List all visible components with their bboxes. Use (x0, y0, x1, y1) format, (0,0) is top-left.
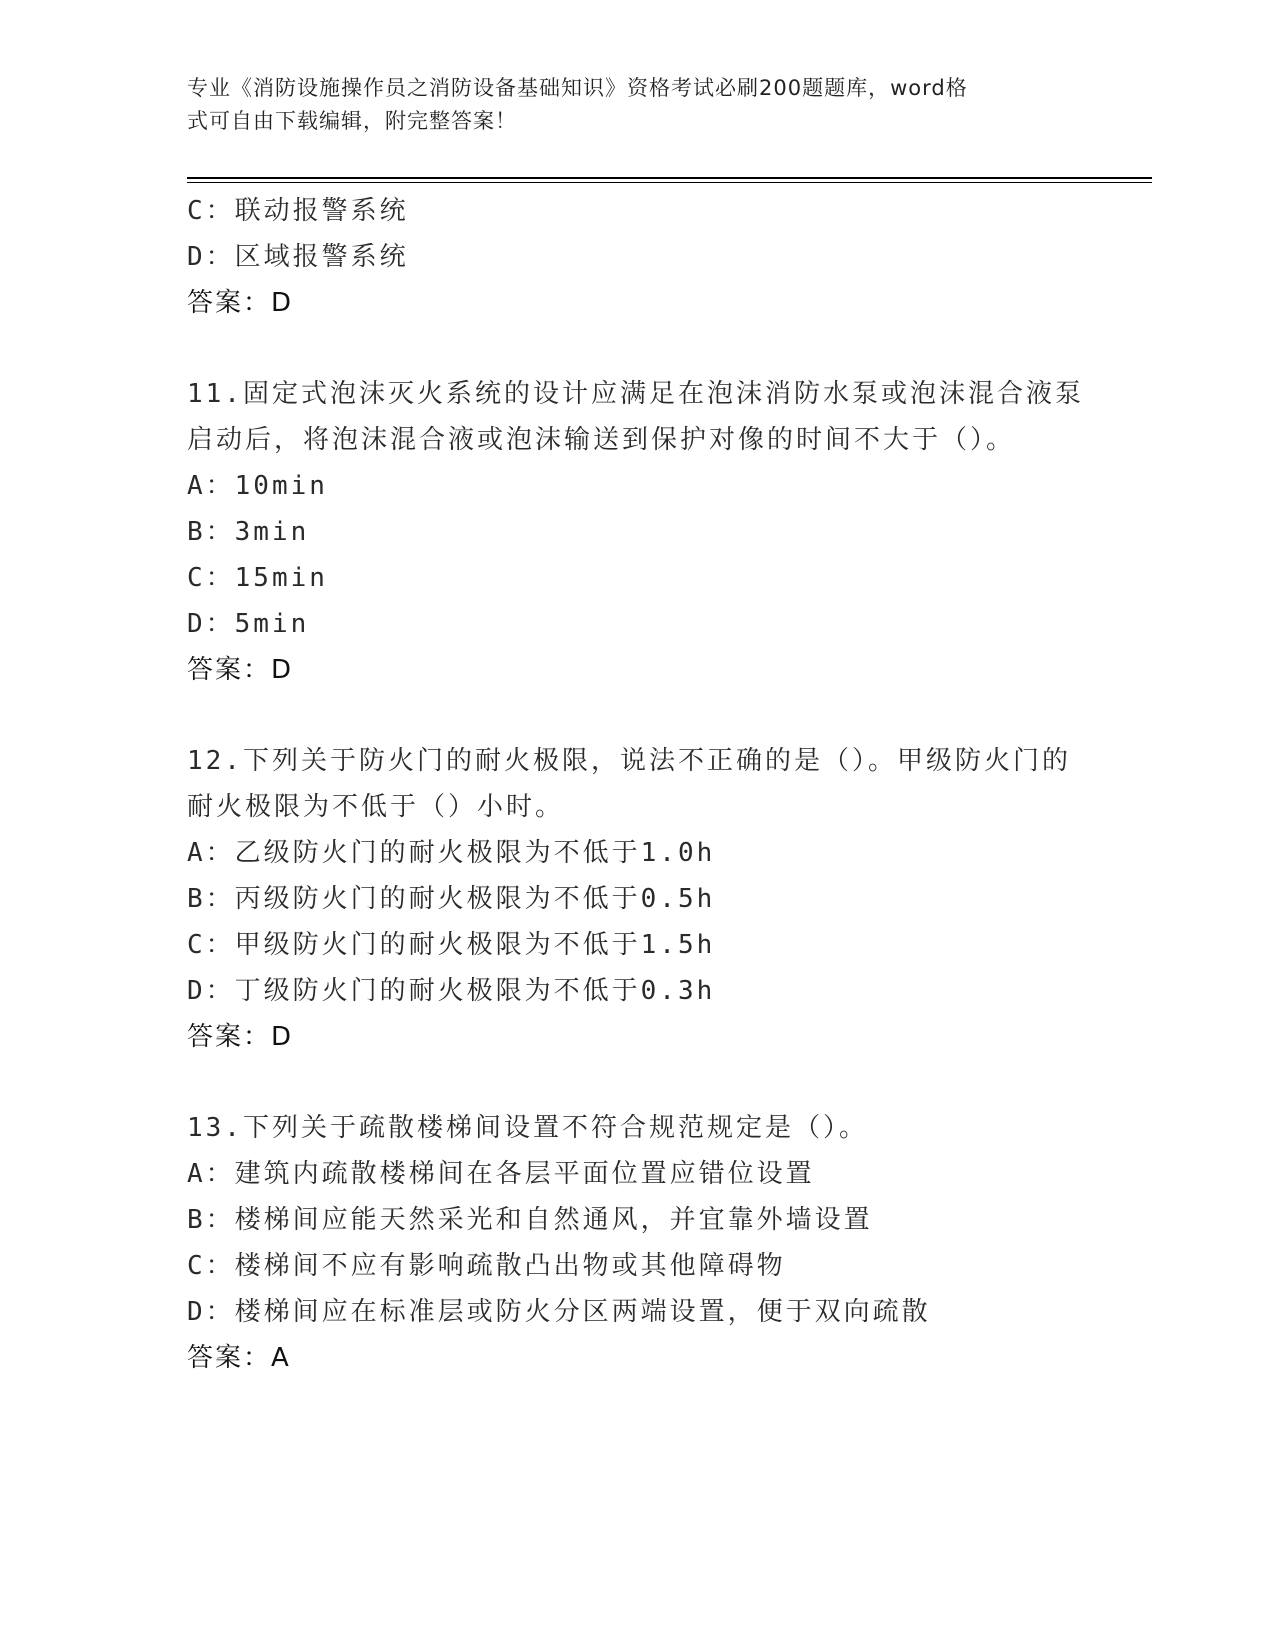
option-b: B：楼梯间应能天然采光和自然通风，并宜靠外墙设置 (187, 1205, 873, 1235)
option-a: A：10min (187, 471, 328, 501)
option-d: D：丁级防火门的耐火极限为不低于0.3h (187, 976, 716, 1006)
question-partial (187, 188, 1087, 326)
spacer (187, 326, 1087, 371)
question-stem-continued: 耐火极限为不低于（）小时。 (187, 792, 565, 822)
question-stem-continued: 启动后，将泡沫混合液或泡沫输送到保护对像的时间不大于（）。 (187, 425, 1016, 455)
spacer (187, 693, 1087, 738)
answer-line: 答案：D (187, 655, 294, 685)
question-list (187, 188, 1087, 1381)
header-line-1: 专业《消防设施操作员之消防设备基础知识》资格考试必刷200题题库，word格 (187, 76, 968, 100)
option-c: C：15min (187, 563, 328, 593)
option-a: A：乙级防火门的耐火极限为不低于1.0h (187, 838, 716, 868)
option-a: A：建筑内疏散楼梯间在各层平面位置应错位设置 (187, 1159, 815, 1189)
question-stem: 12.下列关于防火门的耐火极限，说法不正确的是（）。甲级防火门的 (187, 746, 1071, 776)
option-d: D：5min (187, 609, 310, 639)
question-12 (187, 738, 1087, 1060)
answer-line: 答案：D (187, 288, 294, 318)
question-13 (187, 1105, 1087, 1381)
header-divider-thin (187, 182, 1152, 183)
option-b: B：3min (187, 517, 310, 547)
answer-line: 答案：D (187, 1022, 294, 1052)
option-d: D：区域报警系统 (187, 242, 409, 272)
question-stem: 13.下列关于疏散楼梯间设置不符合规范规定是（）。 (187, 1113, 868, 1143)
option-c: C：楼梯间不应有影响疏散凸出物或其他障碍物 (187, 1251, 786, 1281)
header-divider-thick (187, 177, 1152, 179)
option-b: B：丙级防火门的耐火极限为不低于0.5h (187, 884, 716, 914)
document-header (187, 72, 1067, 138)
spacer (187, 1060, 1087, 1105)
option-c: C：甲级防火门的耐火极限为不低于1.5h (187, 930, 716, 960)
question-11 (187, 371, 1087, 693)
option-d: D：楼梯间应在标准层或防火分区两端设置，便于双向疏散 (187, 1297, 931, 1327)
answer-line: 答案：A (187, 1343, 291, 1373)
question-stem: 11.固定式泡沫灭火系统的设计应满足在泡沫消防水泵或泡沫混合液泵 (187, 379, 1084, 409)
option-c: C：联动报警系统 (187, 196, 409, 226)
header-line-2: 式可自由下载编辑，附完整答案！ (187, 109, 517, 133)
